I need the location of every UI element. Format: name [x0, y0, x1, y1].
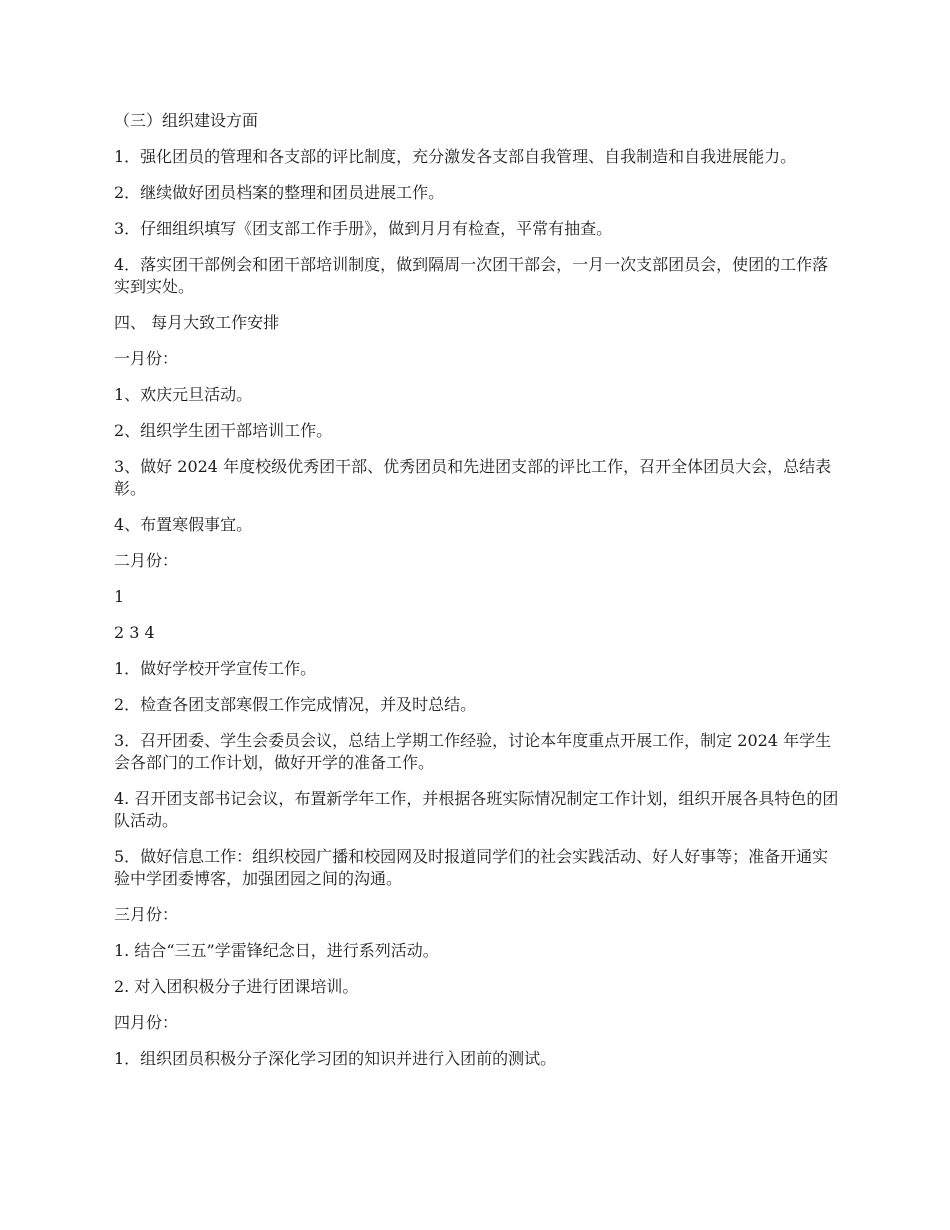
list-item: 4. 召开团支部书记会议，布置新学年工作，并根据各班实际情况制定工作计划，组织开展各具特色的团队活动。	[114, 789, 839, 830]
month-heading: 二月份：	[114, 551, 179, 570]
list-item: 2. 对入团积极分子进行团课培训。	[114, 977, 359, 996]
month-heading: 一月份：	[114, 349, 179, 368]
list-item: 1. 结合“三五”学雷锋纪念日，进行系列活动。	[114, 941, 439, 960]
list-item: 2．检查各团支部寒假工作完成情况，并及时总结。	[114, 695, 477, 714]
month-heading: 三月份：	[114, 905, 179, 924]
list-item: 1．组织团员积极分子深化学习团的知识并进行入团前的测试。	[114, 1049, 557, 1068]
list-item: 4．落实团干部例会和团干部培训制度，做到隔周一次团干部会，一月一次支部团员会，使团的工作落实到实处。	[114, 255, 829, 296]
stray-number: 1	[114, 587, 125, 606]
list-item: 1．强化团员的管理和各支部的评比制度，充分激发各支部自我管理、自我制造和自我进展能力。	[114, 147, 797, 166]
month-heading: 四月份：	[114, 1013, 179, 1032]
list-item: 4、布置寒假事宜。	[114, 515, 253, 534]
document-body	[114, 110, 842, 1084]
list-item: 5．做好信息工作：组织校园广播和校园网及时报道同学们的社会实践活动、好人好事等；准备开通实验中学团委博客，加强团园之间的沟通。	[114, 847, 829, 888]
section-heading: （三）组织建设方面	[114, 111, 259, 130]
list-item: 3．仔细组织填写《团支部工作手册》，做到月月有检查，平常有抽查。	[114, 219, 613, 238]
list-item: 3．召开团委、学生会委员会议，总结上学期工作经验，讨论本年度重点开展工作，制定 2024 年学生会各部门的工作计划，做好开学的准备工作。	[114, 731, 832, 772]
list-item: 2．继续做好团员档案的整理和团员进展工作。	[114, 183, 445, 202]
section-heading: 四、 每月大致工作安排	[114, 313, 280, 332]
stray-number: 2 3 4	[114, 623, 155, 642]
list-item: 1、欢庆元旦活动。	[114, 385, 253, 404]
list-item: 2、组织学生团干部培训工作。	[114, 421, 333, 440]
list-item: 1．做好学校开学宣传工作。	[114, 659, 317, 678]
list-item: 3、做好 2024 年度校级优秀团干部、优秀团员和先进团支部的评比工作，召开全体团员大会，总结表彰。	[114, 457, 832, 498]
